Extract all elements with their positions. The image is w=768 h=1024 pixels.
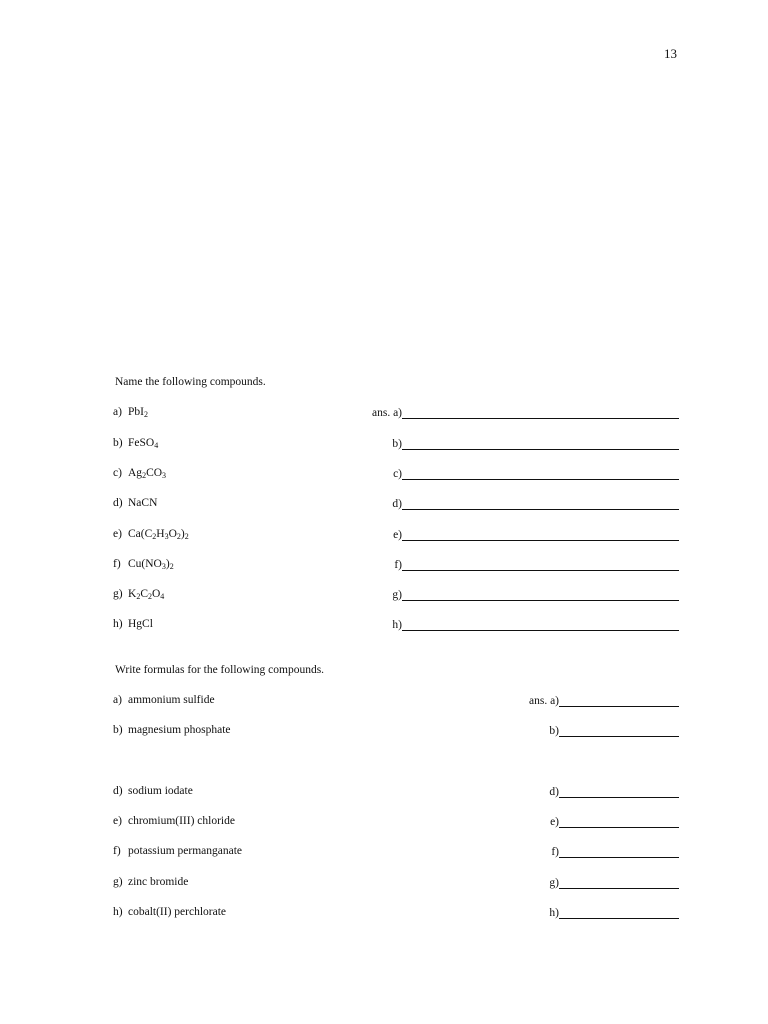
- section2-item-b: [113, 724, 679, 740]
- subscript: 2: [136, 592, 141, 601]
- item-letter: f): [113, 558, 121, 570]
- subscript: 2: [169, 562, 174, 571]
- answer-blank[interactable]: [402, 588, 679, 601]
- answer-label: ans. a): [528, 695, 559, 707]
- section1-item-d: [113, 497, 679, 513]
- page-number: 13: [664, 46, 677, 61]
- compound-name: potassium permanganate: [128, 845, 243, 857]
- answer-blank[interactable]: [559, 906, 679, 919]
- section2-item-a: [113, 694, 679, 710]
- answer-blank[interactable]: [402, 437, 679, 450]
- section2-heading: Write formulas for the following compounds.: [115, 664, 325, 676]
- answer-label: b): [392, 438, 402, 450]
- item-letter: f): [113, 845, 121, 857]
- section1-item-h: [113, 618, 679, 634]
- answer-label: g): [392, 589, 402, 601]
- chemical-formula: FeSO$_4$: [128, 437, 159, 450]
- compound-name: sodium iodate: [128, 785, 193, 797]
- chemical-formula: HgCl: [128, 618, 153, 630]
- answer-blank[interactable]: [559, 694, 679, 707]
- subscript: 3: [162, 471, 167, 480]
- item-letter: b): [113, 437, 123, 449]
- subscript: 2: [152, 532, 157, 541]
- section2-item-e: [113, 815, 679, 831]
- item-letter: e): [113, 815, 122, 827]
- answer-label: h): [549, 907, 559, 919]
- answer-blank[interactable]: [559, 815, 679, 828]
- subscript: 3: [161, 562, 166, 571]
- item-letter: a): [113, 694, 122, 706]
- answer-blank[interactable]: [402, 618, 679, 631]
- answer-blank[interactable]: [402, 528, 679, 541]
- section1-item-a: [113, 406, 679, 422]
- answer-label: f): [394, 559, 402, 571]
- compound-name: zinc bromide: [128, 876, 189, 888]
- answer-label: b): [549, 725, 559, 737]
- item-letter: d): [113, 785, 123, 797]
- answer-label: ans. a): [371, 407, 402, 419]
- answer-label: h): [392, 619, 402, 631]
- answer-blank[interactable]: [559, 785, 679, 798]
- section1-item-b: [113, 437, 679, 453]
- chemical-formula: $K_2C_2O_4$: [128, 588, 165, 601]
- answer-label: c): [393, 468, 402, 480]
- section1-heading: Name the following compounds.: [115, 376, 266, 388]
- subscript: 3: [164, 532, 169, 541]
- chemical-formula: NaCN: [128, 497, 158, 509]
- answer-blank[interactable]: [402, 497, 679, 510]
- subscript: 2: [147, 592, 152, 601]
- item-letter: b): [113, 724, 123, 736]
- section2-item-f: [113, 845, 679, 861]
- section2-item-g: [113, 876, 679, 892]
- item-letter: g): [113, 876, 123, 888]
- answer-blank[interactable]: [402, 467, 679, 480]
- answer-label: e): [393, 529, 402, 541]
- subscript: 2: [176, 532, 181, 541]
- section1-item-c: [113, 467, 679, 483]
- section2-item-d: [113, 785, 679, 801]
- answer-blank[interactable]: [559, 724, 679, 737]
- chemical-formula: $Cu(NO_3)_2$: [128, 558, 174, 571]
- item-letter: d): [113, 497, 123, 509]
- chemical-formula: $Ca(C_2H_3O_2)_2$: [128, 528, 189, 541]
- answer-blank[interactable]: [559, 876, 679, 889]
- answer-blank[interactable]: [559, 845, 679, 858]
- compound-name: magnesium phosphate: [128, 724, 231, 736]
- chemical-formula: PbI$_2$: [128, 406, 148, 419]
- item-letter: a): [113, 406, 122, 418]
- answer-label: e): [550, 816, 559, 828]
- item-letter: c): [113, 467, 122, 479]
- section1-item-g: [113, 588, 679, 604]
- item-letter: h): [113, 618, 123, 630]
- item-letter: g): [113, 588, 123, 600]
- answer-label: g): [549, 877, 559, 889]
- section1-item-e: [113, 528, 679, 544]
- section2-item-h: [113, 906, 679, 922]
- answer-label: f): [551, 846, 559, 858]
- subscript: 2: [142, 471, 147, 480]
- subscript: 4: [160, 592, 165, 601]
- subscript: 2: [184, 532, 189, 541]
- section1-item-f: [113, 558, 679, 574]
- item-letter: e): [113, 528, 122, 540]
- compound-name: cobalt(II) perchlorate: [128, 906, 227, 918]
- compound-name: chromium(III) chloride: [128, 815, 235, 827]
- subscript: 4: [154, 441, 159, 450]
- subscript: 2: [144, 410, 148, 419]
- chemical-formula: $Ag_2CO_3$: [128, 467, 167, 480]
- answer-blank[interactable]: [402, 558, 679, 571]
- compound-name: ammonium sulfide: [128, 694, 215, 706]
- item-letter: h): [113, 906, 123, 918]
- answer-blank[interactable]: [402, 406, 679, 419]
- answer-label: d): [549, 786, 559, 798]
- answer-label: d): [392, 498, 402, 510]
